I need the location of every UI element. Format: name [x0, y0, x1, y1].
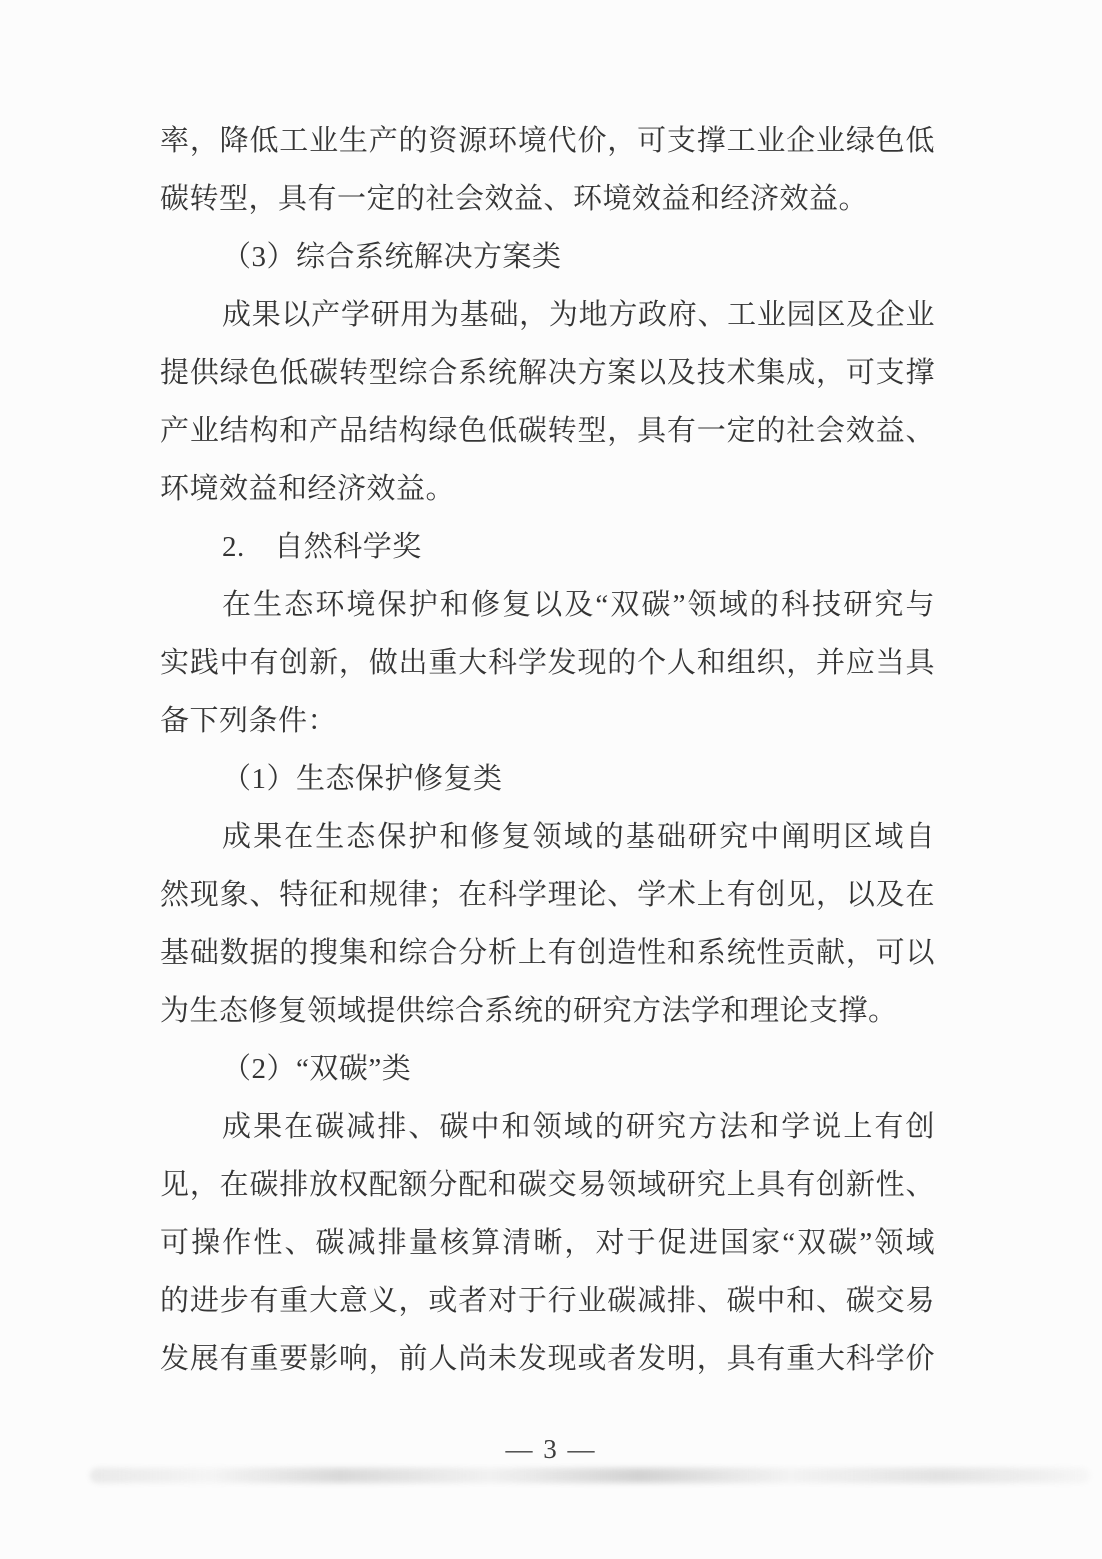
text-line: 成果在碳减排、碳中和领域的研究方法和学说上有创 [222, 1111, 935, 1143]
page-number: — 3 — [505, 1434, 597, 1464]
text-line: 实践中有创新，做出重大科学发现的个人和组织，并应当具 [160, 647, 935, 679]
section-heading: （3）综合系统解决方案类 [222, 241, 562, 273]
text-line: 发展有重要影响，前人尚未发现或者发明，具有重大科学价 [160, 1343, 935, 1375]
section-heading: （2）“双碳”类 [222, 1053, 412, 1085]
text-line: 提供绿色低碳转型综合系统解决方案以及技术集成，可支撑 [160, 357, 935, 389]
text-line: 碳转型，具有一定的社会效益、环境效益和经济效益。 [160, 183, 869, 215]
text-line: 率，降低工业生产的资源环境代价，可支撑工业企业绿色低 [160, 125, 935, 157]
text-line: 成果在生态保护和修复领域的基础研究中阐明区域自 [222, 821, 935, 853]
text-line: 基础数据的搜集和综合分析上有创造性和系统性贡献，可以 [160, 937, 935, 969]
text-block [160, 112, 935, 1388]
text-line: 然现象、特征和规律；在科学理论、学术上有创见，以及在 [160, 879, 935, 911]
text-line: 环境效益和经济效益。 [160, 473, 456, 505]
text-line: 可操作性、碳减排量核算清晰，对于促进国家“双碳”领域 [160, 1227, 935, 1259]
text-line: 成果以产学研用为基础，为地方政府、工业园区及企业 [222, 299, 935, 331]
scan-smudge-artifact [90, 1468, 1090, 1483]
text-line: 备下列条件： [160, 705, 338, 737]
text-line: 的进步有重大意义，或者对于行业碳减排、碳中和、碳交易 [160, 1285, 935, 1317]
text-line: 见，在碳排放权配额分配和碳交易领域研究上具有创新性、 [160, 1169, 935, 1201]
text-line: 产业结构和产品结构绿色低碳转型，具有一定的社会效益、 [160, 415, 935, 447]
section-heading: （1）生态保护修复类 [222, 763, 503, 795]
text-line: 在生态环境保护和修复以及“双碳”领域的科技研究与 [222, 589, 935, 621]
text-line: 为生态修复领域提供综合系统的研究方法学和理论支撑。 [160, 995, 898, 1027]
section-heading: 2. 自然科学奖 [222, 531, 422, 563]
